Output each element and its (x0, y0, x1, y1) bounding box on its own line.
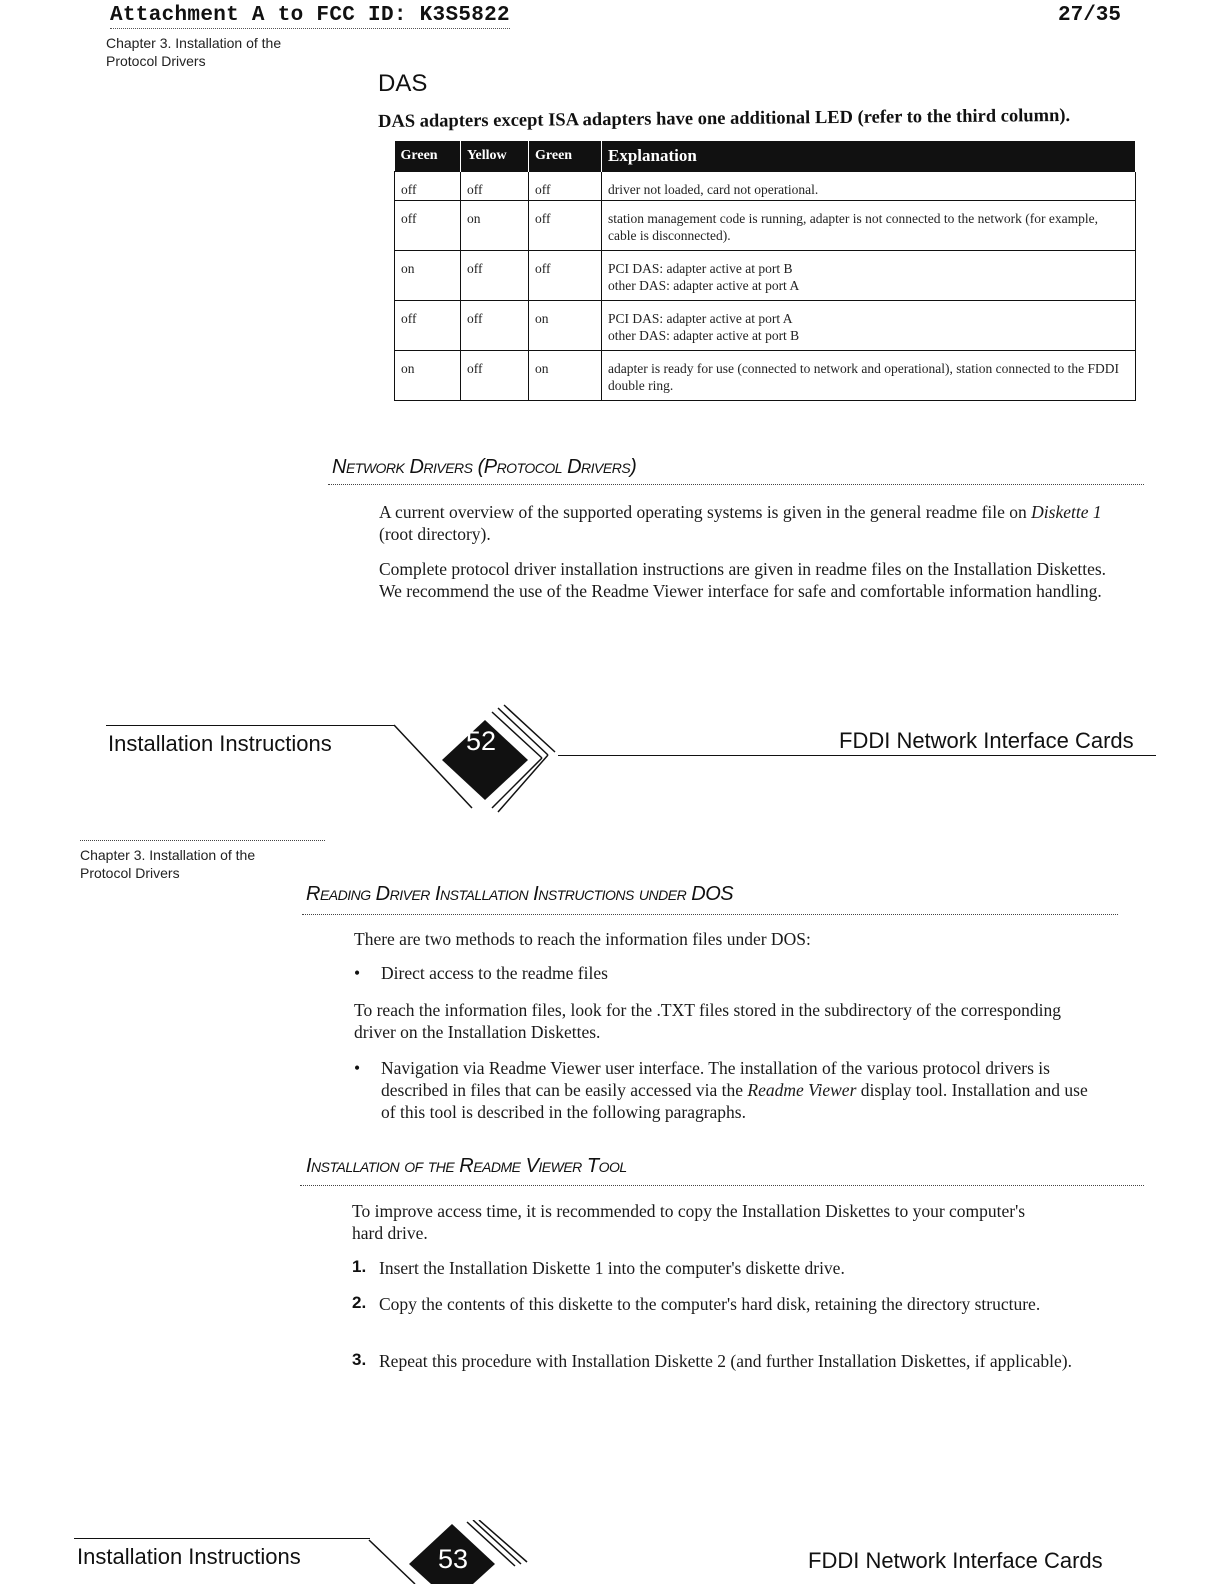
table-cell: driver not loaded, card not operational. (602, 172, 1136, 201)
bullet-marker: • (354, 1058, 361, 1078)
bullet-marker: • (354, 963, 361, 983)
chapter-rule (80, 840, 325, 841)
page-52-diamond (380, 700, 580, 816)
table-cell: off (529, 172, 602, 201)
table-row (395, 201, 1136, 251)
attachment-header: Attachment A to FCC ID: K3S5822 (110, 4, 510, 27)
paragraph-copy: To improve access time, it is recommended to copy the Installation Diskettes to your computer's hard drive. (352, 1201, 1026, 1243)
table-cell: off (395, 301, 461, 351)
table-cell: on (461, 201, 529, 251)
table-cell: on (529, 351, 602, 401)
table-cell: off (461, 172, 529, 201)
bullet-readme-viewer (381, 1057, 1101, 1123)
readme-viewer-italic: Readme Viewer (747, 1080, 857, 1100)
overview-text-rest: (root directory). (379, 524, 491, 544)
step-text: Repeat this procedure with Installation Diskette 2 (and further Installation Diskettes, if applicable). (379, 1351, 1072, 1371)
footer-line-left (106, 725, 394, 726)
step-number: 1. (352, 1257, 367, 1276)
table-cell (602, 301, 1136, 351)
section-rule (328, 484, 1144, 485)
step-text: Insert the Installation Diskette 1 into the computer's diskette drive. (379, 1258, 845, 1278)
footer-right-label: FDDI Network Interface Cards (839, 728, 1134, 753)
table-cell (602, 251, 1136, 301)
paragraph-protocol: Complete protocol driver installation instructions are given in readme files on the Installation Diskettes. We recommend the use of the Readme Viewer interface for safe and comfortable information handling. (379, 559, 1107, 601)
bullet2-text: Navigation via Readme Viewer user interface. The installation of the various protocol drivers is described in files that can be easily accessed via the (381, 1058, 1050, 1100)
header-green-1: Green (395, 141, 461, 172)
table-cell: station management code is running, adapter is not connected to the network (for example, cable is disconnected). (602, 201, 1136, 251)
table-cell: on (529, 301, 602, 351)
paragraph-intro: There are two methods to reach the information files under DOS: (354, 929, 811, 949)
table-row (395, 251, 1136, 301)
chapter-line-1: Chapter 3. Installation of the (80, 847, 256, 863)
cell-line: PCI DAS: adapter active at port A (608, 311, 793, 326)
table-row (395, 301, 1136, 351)
das-title: DAS (378, 70, 428, 97)
chapter-line-2: Protocol Drivers (106, 53, 206, 69)
chapter-line-1: Chapter 3. Installation of the (106, 35, 282, 51)
paragraph-overview (379, 501, 1129, 545)
section-rule (302, 914, 1118, 915)
section-title-reading-instructions: Reading Driver Installation Instructions under DOS (306, 883, 734, 905)
header-yellow: Yellow (461, 141, 529, 172)
chapter-label-52 (106, 34, 281, 70)
cell-line: other DAS: adapter active at port B (608, 328, 800, 343)
section-title-readme-viewer: Installation of the Readme Viewer Tool (306, 1155, 627, 1177)
table-row (395, 172, 1136, 201)
page-count: 27/35 (1058, 4, 1122, 27)
paragraph-txt-files: To reach the information files, look for the .TXT files stored in the subdirectory of the corresponding driver on the Installation Diskettes. (354, 1000, 1062, 1042)
table-cell: off (395, 201, 461, 251)
page-number-52: 52 (466, 726, 497, 756)
table-cell: off (395, 172, 461, 201)
overview-text: A current overview of the supported operating systems is given in the general readme file on (379, 502, 1027, 522)
step-text: Copy the contents of this diskette to the computer's hard disk, retaining the directory structure. (379, 1294, 1041, 1314)
footer-left-label: Installation Instructions (108, 731, 332, 756)
table-cell: off (461, 351, 529, 401)
footer-right-label: FDDI Network Interface Cards (808, 1548, 1103, 1573)
cell-line: other DAS: adapter active at port A (608, 278, 800, 293)
das-subtitle: DAS adapters except ISA adapters have one additional LED (refer to the third column). (378, 105, 1071, 132)
table-cell: on (395, 251, 461, 301)
table-cell: adapter is ready for use (connected to network and operational), station connected to the FDDI double ring. (602, 351, 1136, 401)
footer-left-label: Installation Instructions (77, 1544, 301, 1569)
led-table (394, 141, 1136, 401)
diskette-italic: Diskette 1 (1031, 502, 1102, 522)
table-row (395, 351, 1136, 401)
table-cell: on (395, 351, 461, 401)
header-green-2: Green (529, 141, 602, 172)
footer-line-left (74, 1538, 370, 1539)
page-number-53: 53 (438, 1544, 469, 1574)
bullet2-text-rest: display tool. Installation and use of this tool is described in the following paragraphs. (381, 1080, 1088, 1122)
step-number: 3. (352, 1350, 367, 1369)
section-title-network-drivers: Network Drivers (Protocol Drivers) (332, 456, 637, 478)
table-cell: off (461, 301, 529, 351)
footer-line-right (558, 755, 1156, 756)
chapter-line-2: Protocol Drivers (80, 865, 180, 881)
chapter-label-53 (80, 846, 255, 882)
section-rule (300, 1185, 1144, 1186)
bullet-direct-access: Direct access to the readme files (381, 963, 608, 983)
table-cell: off (529, 251, 602, 301)
cell-line: PCI DAS: adapter active at port B (608, 261, 793, 276)
led-table-header (395, 141, 1136, 172)
step-number: 2. (352, 1293, 367, 1312)
table-cell: off (461, 251, 529, 301)
table-cell: off (529, 201, 602, 251)
header-explanation: Explanation (602, 141, 1136, 172)
